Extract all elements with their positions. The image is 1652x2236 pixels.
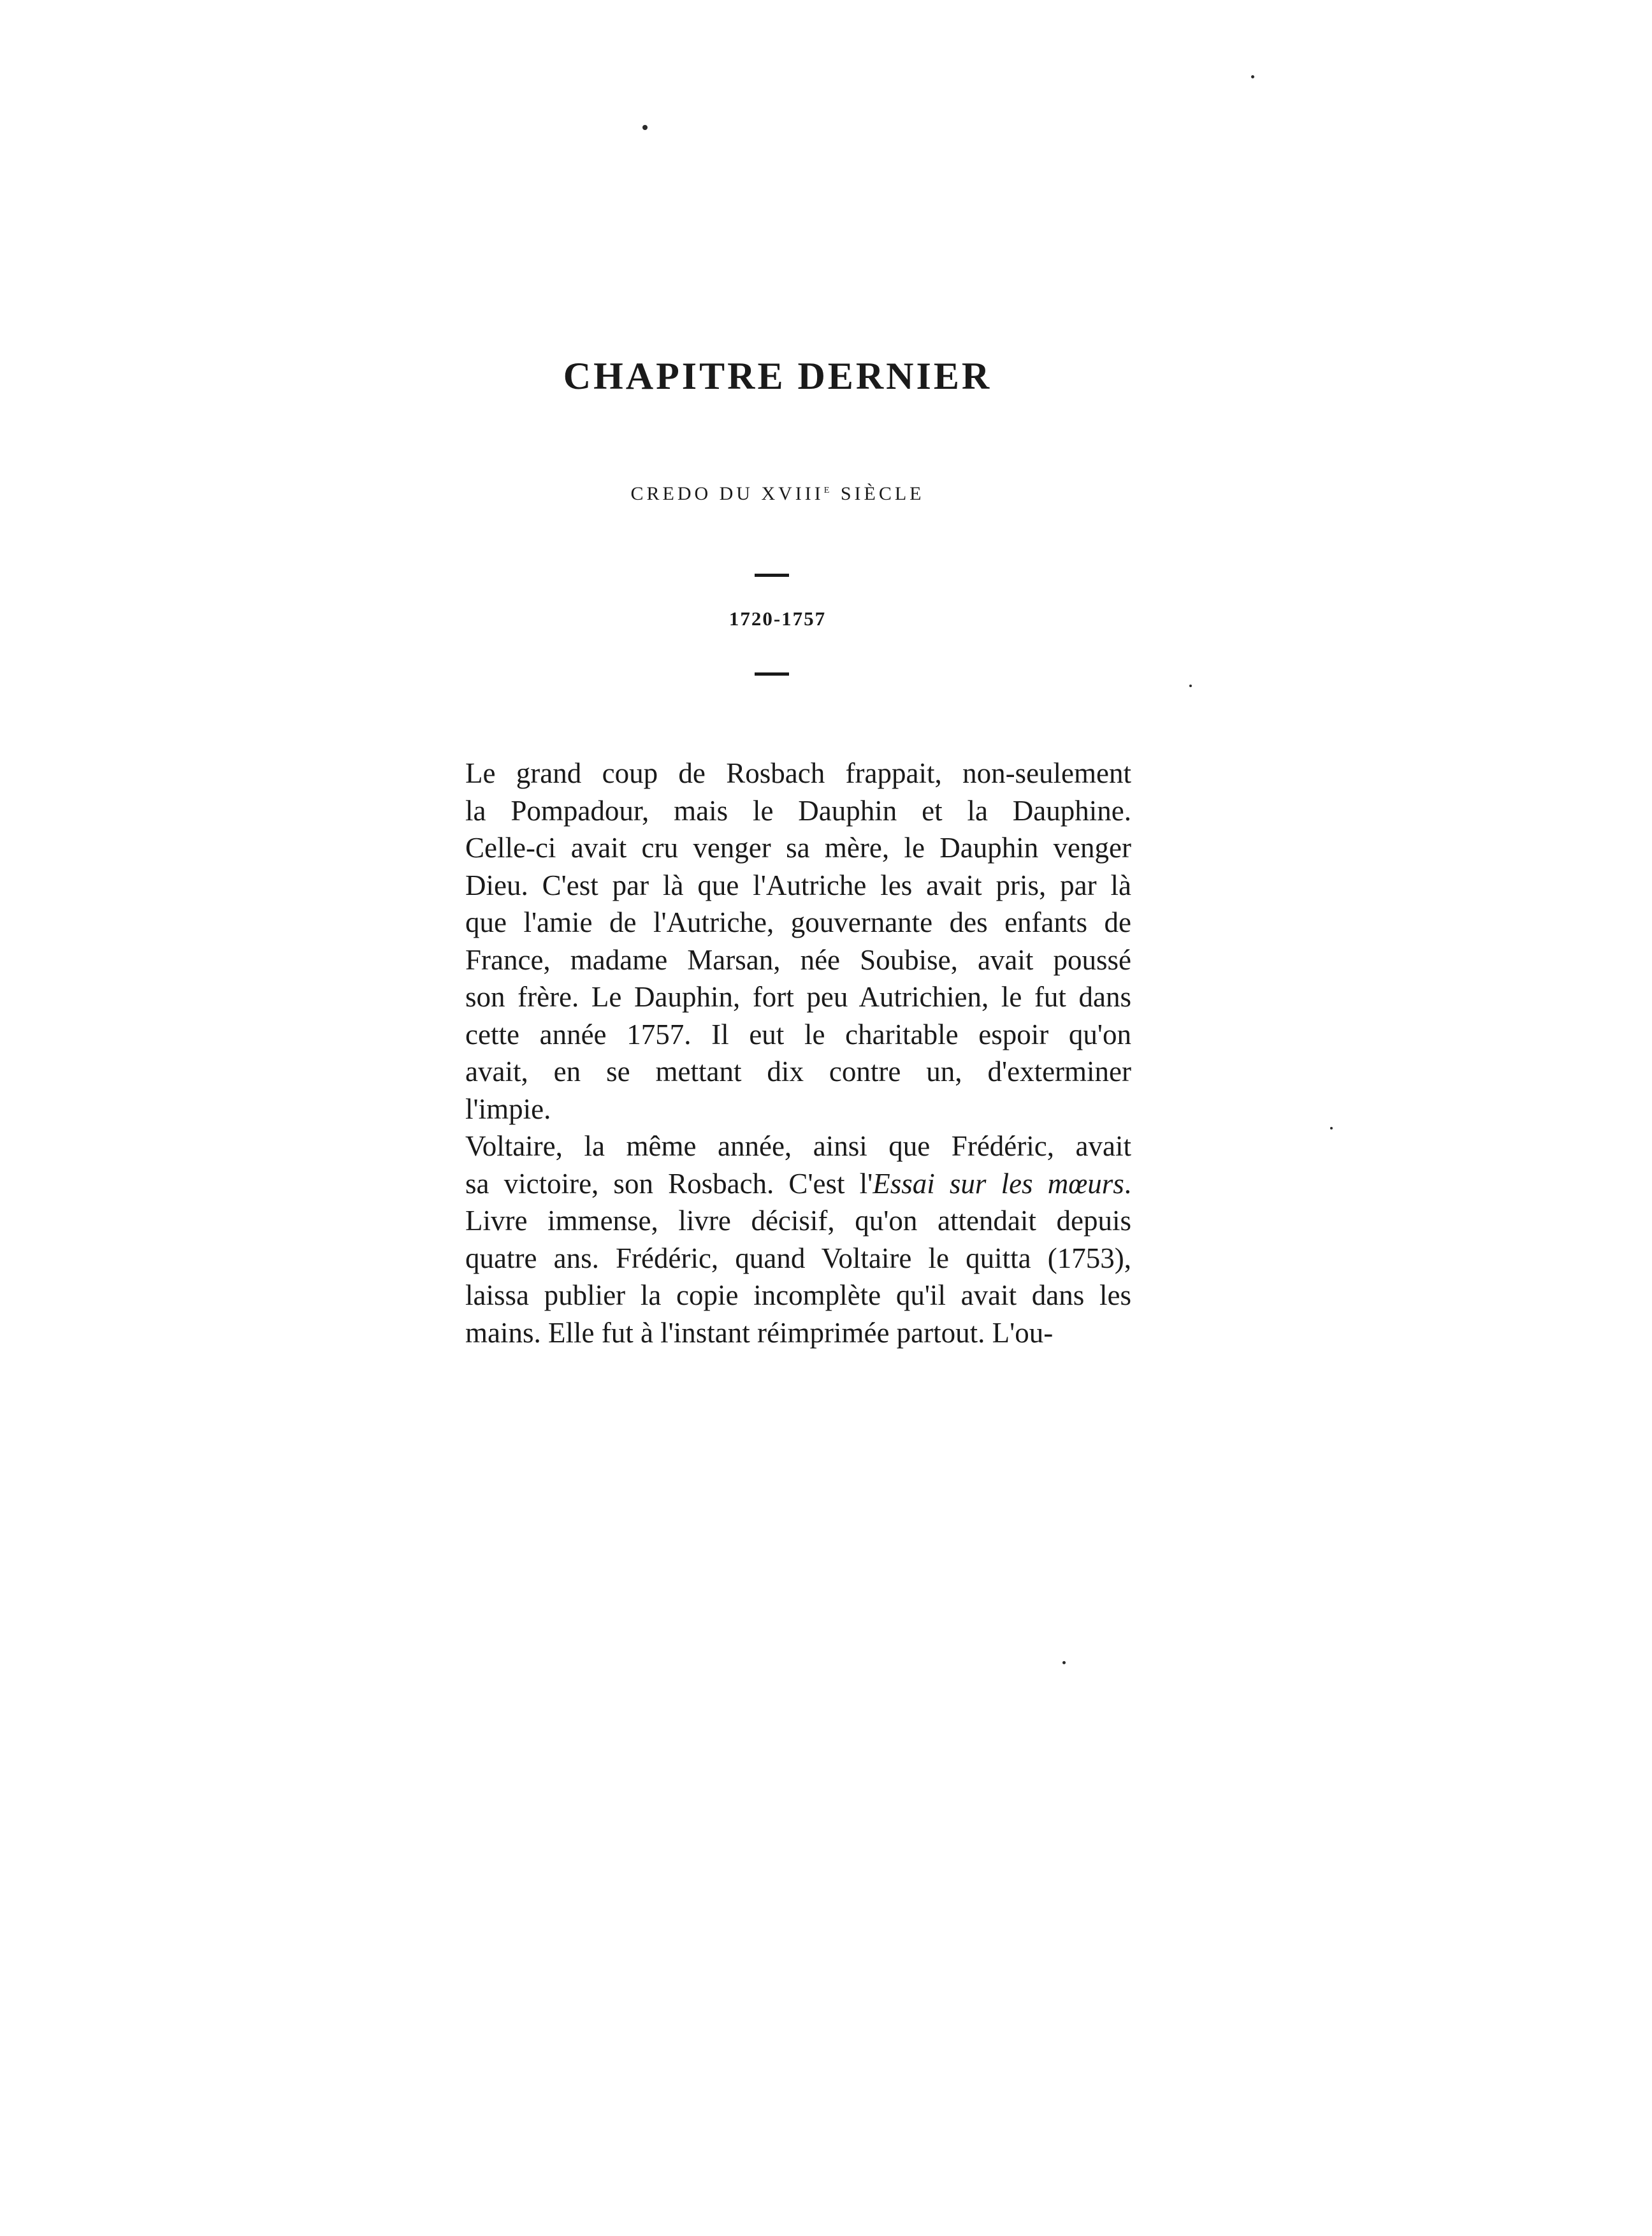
scan-speck <box>642 125 648 130</box>
text-line: mains. Elle fut à l'instant réimprimée partout. L'ou- <box>465 1316 1054 1349</box>
text-line: Livre immense, livre décisif, qu'on attendait depuis <box>465 1205 1131 1237</box>
text-run: . <box>1124 1167 1131 1200</box>
paragraph-2 <box>437 1128 1131 1351</box>
text-run: sa victoire, son Rosbach. C'est l' <box>465 1167 873 1200</box>
scan-speck <box>1062 1661 1066 1664</box>
divider-top <box>755 574 789 577</box>
body-text <box>437 755 1131 1351</box>
subtitle-text: CREDO DU XVIII <box>630 483 824 504</box>
text-line: cette année 1757. Il eut le charitable espoir qu'on <box>465 1018 1131 1050</box>
subtitle-superscript: e <box>823 482 833 496</box>
text-line: l'impie. <box>465 1093 551 1125</box>
scan-speck <box>1189 685 1192 687</box>
text-line: Dieu. C'est par là que l'Autriche les avait pris, par là <box>465 869 1131 901</box>
text-line: Celle-ci avait cru venger sa mère, le Dauphin venger <box>465 832 1131 864</box>
book-title-italic: Essai sur les mœurs <box>873 1167 1124 1200</box>
text-line: avait, en se mettant dix contre un, d'exterminer <box>465 1056 1131 1087</box>
chapter-subtitle <box>561 484 994 504</box>
text-line: son frère. Le Dauphin, fort peu Autrichien, le fut dans <box>465 981 1131 1013</box>
chapter-title: CHAPITRE DERNIER <box>563 355 992 397</box>
text-line: France, madame Marsan, née Soubise, avait poussé <box>465 943 1131 976</box>
text-line: laissa publier la copie incomplète qu'il avait dans les <box>465 1279 1131 1311</box>
text-line: Le grand coup de Rosbach frappait, non-seulement <box>465 757 1131 789</box>
text-line: que l'amie de l'Autriche, gouvernante des enfants de <box>465 906 1131 938</box>
subtitle-text-end: SIÈCLE <box>832 483 925 504</box>
paragraph-1 <box>437 755 1131 1128</box>
scan-speck <box>1251 75 1254 78</box>
scan-speck <box>1330 1127 1333 1129</box>
text-line-with-title <box>437 1165 1131 1203</box>
text-line: quatre ans. Frédéric, quand Voltaire le quitta (1753), <box>465 1242 1131 1274</box>
text-line: Voltaire, la même année, ainsi que Frédéric, avait <box>465 1130 1131 1162</box>
chapter-dates: 1720-1757 <box>728 607 827 630</box>
text-line: la Pompadour, mais le Dauphin et la Dauphine. <box>465 794 1131 827</box>
divider-bottom <box>755 672 789 676</box>
